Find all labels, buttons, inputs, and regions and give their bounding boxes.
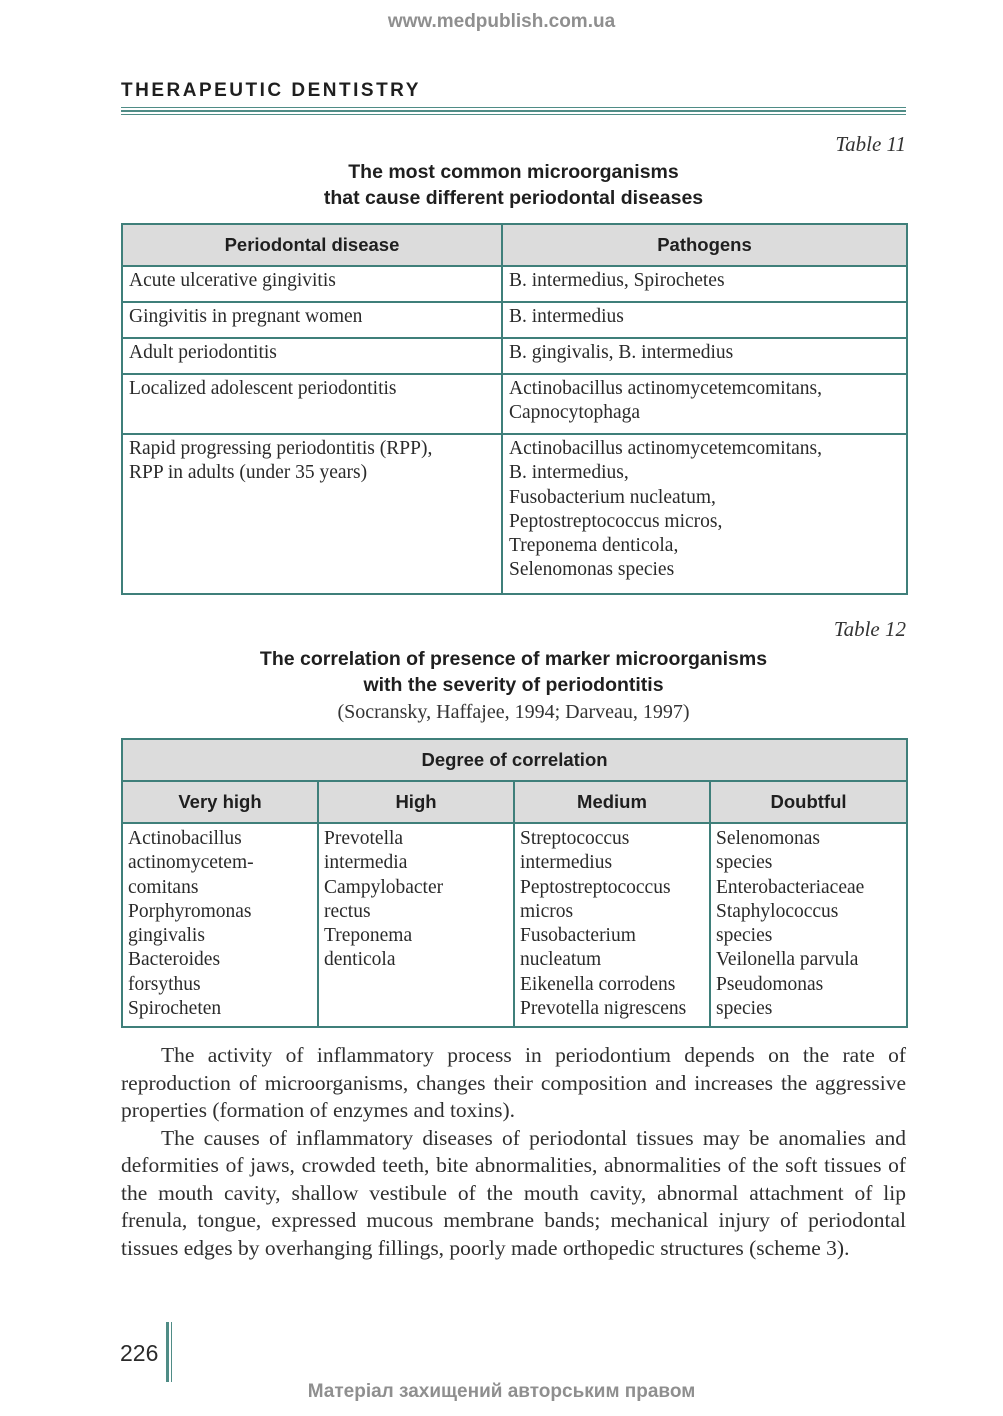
table-row [122, 434, 907, 594]
cell-line: intermedius [520, 852, 613, 874]
cell-line: Fusobacterium nucleatum, [509, 486, 716, 508]
cell-line: Eikenella corrodens [520, 973, 676, 995]
column-header: Very high [122, 781, 318, 823]
cell-line: Spirocheten [128, 998, 222, 1020]
cell-line: Actinobacillus actinomycetemcomitans, [509, 438, 822, 459]
paragraph: The causes of inflammatory diseases of periodontal tissues may be anomalies and deformities of jaws, crowded teeth, bite abnormalities, abnormalities of the soft tissues of the mouth cavity, shallow vestibule of the mouth cavity, abnormal attachment of lip frenula, tongue, expressed mucous membrane bands; mechanical injury of periodontal tissues edges by overhanging fillings, poorly made orthopedic structures (scheme 3). [121, 1125, 906, 1260]
body-text [121, 1042, 906, 1262]
table-12-number: Table 12 [833, 617, 906, 641]
table-row [122, 823, 907, 1027]
table-11-number: Table 11 [835, 132, 906, 156]
cell-line: Selenomonas species [509, 559, 675, 581]
cell-line: Peptostreptococcus micros, [509, 510, 723, 532]
cell-line: Selenomonas [716, 828, 820, 849]
cell-line: Gingivitis in pregnant women [129, 306, 363, 327]
column-header: Pathogens [502, 224, 907, 266]
cell-line: species [716, 852, 773, 874]
table-row [122, 338, 907, 374]
disease-cell [122, 302, 502, 338]
cell-line: Acute ulcerative gingivitis [129, 270, 336, 291]
cell-line: Fusobacterium [520, 925, 636, 947]
column-header: High [318, 781, 514, 823]
table-row [122, 374, 907, 434]
site-url: www.medpublish.com.ua [387, 11, 616, 32]
cell-line: forsythus [128, 973, 201, 995]
paragraph: The activity of inflammatory process in periodontium depends on the rate of reproduction of microorganisms, changes their composition and increases the aggressive properties (formation of enzymes and toxins). [121, 1043, 906, 1122]
cell-line: Porphyromonas [128, 900, 252, 922]
cell-line: Bacteroides [128, 949, 221, 971]
cell-line: Peptostreptococcus [520, 876, 671, 898]
cell-line: Rapid progressing periodontitis (RPP), [129, 438, 433, 459]
cell-line: species [716, 925, 773, 947]
cell-line: Enterobacteriaceae [716, 876, 865, 898]
pathogens-cell [502, 434, 907, 594]
cell-line: Staphylococcus [716, 900, 839, 922]
cell-line: Actinobacillus actinomycetemcomitans, [509, 378, 822, 399]
cell-line: Localized adolescent periodontitis [129, 378, 397, 399]
header-rule [121, 107, 906, 117]
cell-line: Treponema denticola, [509, 535, 679, 557]
cell-line: RPP in adults (under 35 years) [129, 462, 368, 484]
table-12-title [121, 646, 906, 698]
medium-cell [514, 823, 710, 1027]
table-12-title-line: with the severity of periodontitis [363, 674, 664, 696]
table-row [122, 266, 907, 302]
pathogens-cell [502, 374, 907, 434]
high-cell [318, 823, 514, 1027]
cell-line: micros [520, 900, 574, 922]
pathogens-cell [502, 302, 907, 338]
cell-line: actinomycetem- [128, 852, 254, 874]
disease-cell [122, 374, 502, 434]
table-12-source: (Socransky, Haffajee, 1994; Darveau, 1997) [337, 701, 690, 723]
cell-line: Prevotella nigrescens [520, 998, 687, 1020]
cell-line: species [716, 998, 773, 1020]
table-11-title [121, 159, 906, 211]
cell-line: Actinobacillus [128, 828, 242, 849]
cell-line: rectus [324, 900, 371, 922]
cell-line: B. intermedius, [509, 462, 629, 484]
cell-line: intermedia [324, 852, 408, 874]
page-number: 226 [120, 1340, 159, 1366]
pathogens-cell [502, 338, 907, 374]
cell-line: comitans [128, 876, 199, 898]
cell-line: B. intermedius, Spirochetes [509, 270, 725, 291]
table-11-header-row [122, 224, 907, 266]
running-head: THERAPEUTIC DENTISTRY [121, 80, 421, 101]
cell-line: B. gingivalis, B. intermedius [509, 342, 734, 363]
cell-line: gingivalis [128, 925, 205, 947]
page-number-bar [166, 1322, 174, 1382]
cell-line: Veilonella parvula [716, 949, 859, 971]
cell-line: denticola [324, 949, 396, 971]
cell-line: Adult periodontitis [129, 342, 277, 363]
table-12-group-header-row [122, 739, 907, 781]
table-11 [121, 223, 908, 595]
cell-line: B. intermedius [509, 306, 624, 327]
disease-cell [122, 266, 502, 302]
table-12 [121, 738, 908, 1028]
pathogens-cell [502, 266, 907, 302]
table-11-title-line: that cause different periodontal diseases [323, 187, 704, 209]
table-row [122, 302, 907, 338]
column-header: Medium [514, 781, 710, 823]
doubtful-cell [710, 823, 907, 1027]
cell-line: Capnocytophaga [509, 402, 641, 424]
copyright-notice: Матеріал захищений авторським правом [307, 1381, 696, 1402]
cell-line: nucleatum [520, 949, 602, 971]
cell-line: Prevotella [324, 828, 404, 849]
disease-cell [122, 338, 502, 374]
disease-cell [122, 434, 502, 594]
cell-line: Streptococcus [520, 828, 630, 849]
table-12-header-row [122, 781, 907, 823]
very-high-cell [122, 823, 318, 1027]
group-header: Degree of correlation [122, 739, 907, 781]
table-11-title-line: The most common microorganisms [348, 161, 679, 183]
cell-line: Treponema [324, 925, 413, 947]
cell-line: Pseudomonas [716, 973, 824, 995]
table-12-title-line: The correlation of presence of marker microorganisms [259, 648, 768, 670]
column-header: Doubtful [710, 781, 907, 823]
column-header: Periodontal disease [122, 224, 502, 266]
cell-line: Campylobacter [324, 876, 444, 898]
